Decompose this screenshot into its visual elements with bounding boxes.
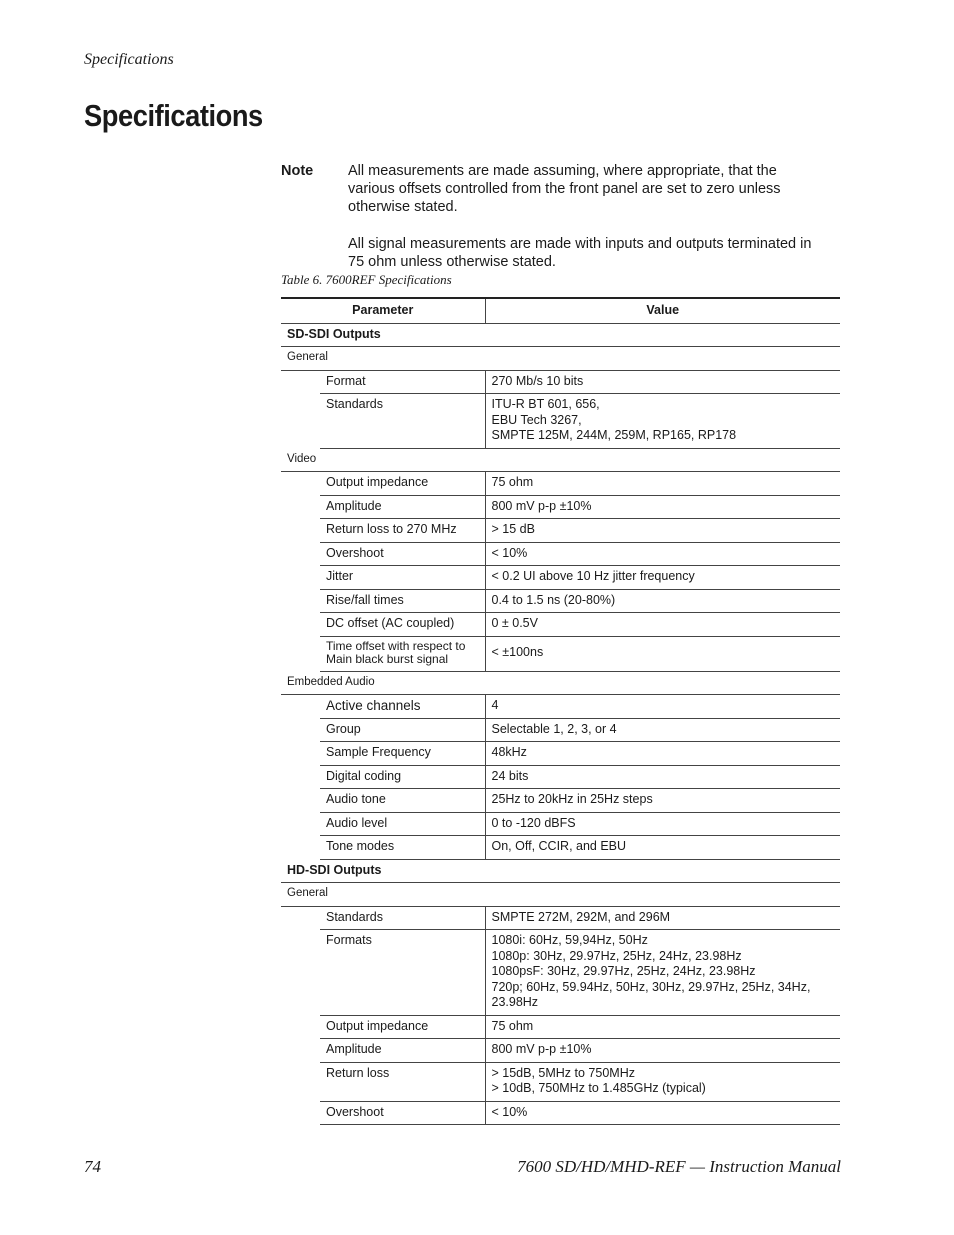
- indent-cell: [281, 930, 320, 1016]
- value-line: 4: [491, 698, 499, 712]
- note-label: Note: [281, 163, 314, 179]
- section-title: SD-SDI Outputs: [281, 323, 840, 347]
- value-cell: [485, 765, 840, 789]
- value-line: < ±100ns: [491, 645, 544, 660]
- value-cell: [485, 519, 840, 543]
- table-row: [281, 589, 840, 613]
- value-cell: [485, 930, 840, 1016]
- table-row: [281, 495, 840, 519]
- parameter-cell: Group: [320, 718, 485, 742]
- parameter-cell: Active channels: [320, 695, 485, 719]
- table-row: [281, 765, 840, 789]
- section-title: HD-SDI Outputs: [281, 859, 840, 883]
- parameter-cell: Audio level: [320, 812, 485, 836]
- indent-cell: [281, 789, 320, 813]
- spec-table: [281, 297, 840, 1125]
- value-line: Selectable 1, 2, 3, or 4: [491, 721, 617, 736]
- indent-cell: [281, 906, 320, 930]
- parameter-cell: Standards: [320, 394, 485, 449]
- value-line: SMPTE 125M, 244M, 259M, RP165, RP178: [491, 428, 737, 442]
- subsection-title: General: [281, 347, 840, 371]
- value-cell: [485, 718, 840, 742]
- table-row: [281, 695, 840, 719]
- value-line: 800 mV p-p ±10%: [491, 498, 592, 513]
- value-line: < 10%: [491, 1104, 528, 1119]
- parameter-cell: Time offset with respect to Main black burst signal: [320, 636, 485, 671]
- value-cell: [485, 542, 840, 566]
- note-paragraph: All signal measurements are made with inputs and outputs terminated in 75 ohm unless otherwise stated.: [348, 236, 812, 270]
- value-line: 800 mV p-p ±10%: [491, 1042, 592, 1056]
- value-line: > 10dB, 750MHz to 1.485GHz (typical): [491, 1081, 706, 1095]
- value-line: 0.4 to 1.5 ns (20-80%): [491, 592, 616, 607]
- parameter-cell: Output impedance: [320, 1015, 485, 1039]
- value-line: 75 ohm: [491, 1018, 534, 1033]
- page-title: Specifications: [84, 98, 263, 133]
- value-line: 1080i: 60Hz, 59,94Hz, 50Hz: [491, 933, 648, 947]
- indent-cell: [281, 613, 320, 637]
- indent-cell: [281, 519, 320, 543]
- value-cell: [485, 1015, 840, 1039]
- table-row: [281, 906, 840, 930]
- parameter-cell: Jitter: [320, 566, 485, 590]
- value-line: 75 ohm: [491, 475, 534, 489]
- indent-cell: [281, 718, 320, 742]
- parameter-cell: Overshoot: [320, 1101, 485, 1125]
- parameter-cell: Sample Frequency: [320, 742, 485, 766]
- indent-cell: [281, 812, 320, 836]
- indent-cell: [281, 636, 320, 671]
- indent-cell: [281, 1101, 320, 1125]
- indent-cell: [281, 472, 320, 496]
- value-line: 270 Mb/s 10 bits: [491, 373, 584, 388]
- table-row: [281, 542, 840, 566]
- parameter-cell: Overshoot: [320, 542, 485, 566]
- table-row: [281, 1101, 840, 1125]
- value-line: ITU-R BT 601, 656,: [491, 397, 600, 411]
- table-row: [281, 789, 840, 813]
- value-line: 1080p: 30Hz, 29.97Hz, 25Hz, 24Hz, 23.98Hz: [491, 948, 742, 963]
- value-cell: [485, 789, 840, 813]
- value-cell: [485, 742, 840, 766]
- manual-title: 7600 SD/HD/MHD-REF — Instruction Manual: [517, 1157, 841, 1176]
- subsection-title: Embedded Audio: [281, 671, 840, 695]
- value-cell: [485, 370, 840, 394]
- running-head: Specifications: [84, 51, 174, 68]
- indent-cell: [281, 1015, 320, 1039]
- note-paragraph: All measurements are made assuming, where appropriate, that the various offsets controlled from the front panel are set to zero unless otherwise stated.: [348, 163, 781, 215]
- table-caption: Table 6. 7600REF Specifications: [281, 272, 452, 287]
- indent-cell: [281, 542, 320, 566]
- value-line: > 15 dB: [491, 522, 535, 536]
- value-cell: [485, 1101, 840, 1125]
- table-row: [281, 1039, 840, 1063]
- value-line: 720p; 60Hz, 59.94Hz, 50Hz, 30Hz, 29.97Hz, 25Hz, 34Hz, 23.98Hz: [491, 979, 811, 1009]
- indent-cell: [281, 394, 320, 449]
- column-header-parameter: Parameter: [281, 298, 485, 323]
- table-row: [281, 718, 840, 742]
- table-row: [281, 742, 840, 766]
- section-row: [281, 859, 840, 883]
- value-cell: [485, 495, 840, 519]
- value-line: 25Hz to 20kHz in 25Hz steps: [491, 792, 653, 806]
- parameter-cell: Return loss: [320, 1062, 485, 1101]
- table-row: [281, 394, 840, 449]
- indent-cell: [281, 695, 320, 719]
- value-line: > 15dB, 5MHz to 750MHz: [491, 1065, 635, 1080]
- parameter-cell: Rise/fall times: [320, 589, 485, 613]
- value-cell: [485, 695, 840, 719]
- table-row: [281, 812, 840, 836]
- value-cell: [485, 636, 840, 671]
- table-row: [281, 370, 840, 394]
- parameter-cell: Audio tone: [320, 789, 485, 813]
- parameter-cell: Formats: [320, 930, 485, 1016]
- spec-table-body: [281, 323, 840, 1125]
- value-cell: [485, 613, 840, 637]
- value-line: On, Off, CCIR, and EBU: [491, 839, 627, 853]
- value-cell: [485, 1062, 840, 1101]
- table-row: [281, 836, 840, 860]
- value-line: < 0.2 UI above 10 Hz jitter frequency: [491, 569, 695, 583]
- indent-cell: [281, 589, 320, 613]
- parameter-cell: Amplitude: [320, 1039, 485, 1063]
- value-cell: [485, 394, 840, 449]
- indent-cell: [281, 1062, 320, 1101]
- table-row: [281, 636, 840, 671]
- subsection-row: [281, 671, 840, 695]
- parameter-cell: Return loss to 270 MHz: [320, 519, 485, 543]
- value-cell: [485, 472, 840, 496]
- section-row: [281, 323, 840, 347]
- note-body: [348, 162, 823, 290]
- value-line: < 10%: [491, 545, 528, 560]
- value-cell: [485, 589, 840, 613]
- table-row: [281, 1062, 840, 1101]
- subsection-title: Video: [281, 448, 840, 472]
- value-cell: [485, 566, 840, 590]
- value-cell: [485, 906, 840, 930]
- parameter-cell: DC offset (AC coupled): [320, 613, 485, 637]
- value-line: 48kHz: [491, 745, 527, 759]
- indent-cell: [281, 742, 320, 766]
- table-row: [281, 519, 840, 543]
- indent-cell: [281, 765, 320, 789]
- value-line: 1080psF: 30Hz, 29.97Hz, 25Hz, 24Hz, 23.98Hz: [491, 964, 756, 978]
- value-line: 0 ± 0.5V: [491, 616, 538, 630]
- page-number: 74: [84, 1157, 101, 1176]
- parameter-cell: Tone modes: [320, 836, 485, 860]
- subsection-title: General: [281, 883, 840, 907]
- table-header-row: [281, 298, 840, 323]
- indent-cell: [281, 566, 320, 590]
- parameter-cell: Standards: [320, 906, 485, 930]
- subsection-row: [281, 883, 840, 907]
- table-row: [281, 566, 840, 590]
- value-line: SMPTE 272M, 292M, and 296M: [491, 909, 671, 924]
- parameter-cell: Digital coding: [320, 765, 485, 789]
- table-row: [281, 472, 840, 496]
- table-row: [281, 613, 840, 637]
- value-line: EBU Tech 3267,: [491, 412, 582, 427]
- column-header-value: Value: [485, 298, 840, 323]
- subsection-row: [281, 448, 840, 472]
- parameter-cell: Format: [320, 370, 485, 394]
- value-cell: [485, 836, 840, 860]
- indent-cell: [281, 836, 320, 860]
- value-cell: [485, 1039, 840, 1063]
- value-line: 24 bits: [491, 768, 529, 783]
- parameter-cell: Output impedance: [320, 472, 485, 496]
- subsection-row: [281, 347, 840, 371]
- value-cell: [485, 812, 840, 836]
- table-row: [281, 930, 840, 1016]
- value-line: 0 to -120 dBFS: [491, 815, 576, 830]
- indent-cell: [281, 495, 320, 519]
- table-row: [281, 1015, 840, 1039]
- indent-cell: [281, 370, 320, 394]
- indent-cell: [281, 1039, 320, 1063]
- parameter-cell: Amplitude: [320, 495, 485, 519]
